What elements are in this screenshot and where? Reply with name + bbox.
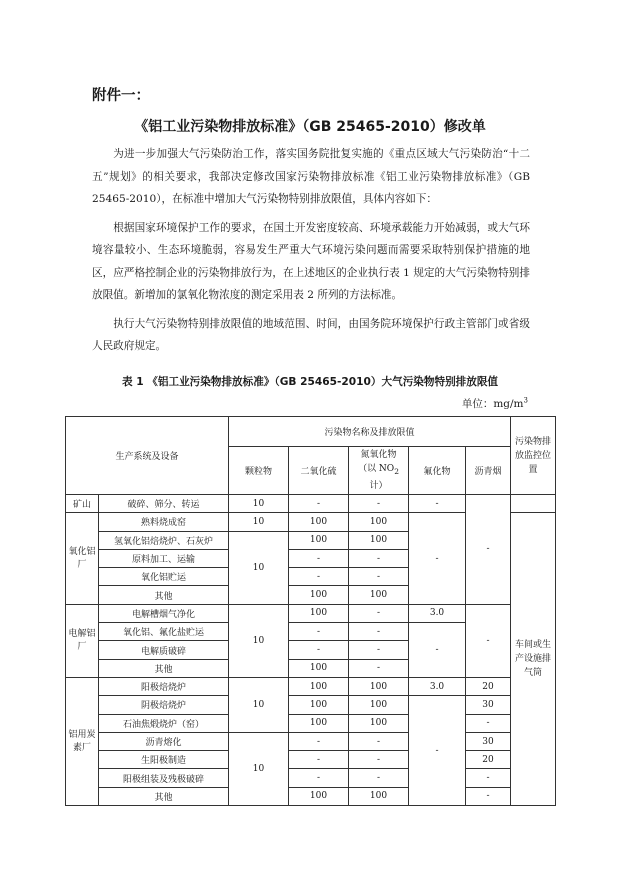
table-row — [66, 696, 556, 714]
group-mine: 矿山 — [66, 495, 99, 513]
equipment-cell: 其他 — [99, 586, 229, 604]
equipment-cell: 熟料烧成窑 — [99, 513, 229, 531]
nox-cell: - — [349, 568, 409, 586]
pm-merged-carbon-2: 10 — [229, 732, 289, 805]
paragraph-2: 根据国家环境保护工作的要求，在国土开发密度较高、环境承载能力开始减弱，或大气环境容量较小、生态环境脆弱，容易发生严重大气环境污染问题而需要采取特别保护措施的地区，应严格控制企业的污染物排放行为，在上述地区的企业执行表 1 规定的大气污染物特别排放限值。新增加的氯氧化物浓度的测定采用表 2 所列的方法标准。 — [92, 221, 530, 301]
tar-cell: 20 — [466, 677, 511, 695]
tar-cell: - — [466, 714, 511, 732]
nox-cell: 100 — [349, 531, 409, 549]
nox-cell: 100 — [349, 586, 409, 604]
so2-cell: 100 — [289, 513, 349, 531]
so2-cell: - — [289, 751, 349, 769]
header-asphalt-smoke: 沥青烟 — [466, 447, 511, 495]
so2-cell: - — [289, 769, 349, 787]
table-row — [66, 495, 556, 513]
tar-cell: 30 — [466, 732, 511, 750]
nox-cell: 100 — [349, 714, 409, 732]
nox-cell: - — [349, 732, 409, 750]
so2-cell: - — [289, 623, 349, 641]
equipment-cell: 氧化铝贮运 — [99, 568, 229, 586]
table-row — [66, 751, 556, 769]
nox-cell: - — [349, 659, 409, 677]
nox-cell: - — [349, 623, 409, 641]
fluoride-cell: 3.0 — [409, 677, 466, 695]
nox-cell: - — [349, 751, 409, 769]
tar-merged-mine-alumina: - — [466, 495, 511, 605]
group-carbon: 铝用炭素厂 — [66, 677, 99, 805]
so2-cell: 100 — [289, 659, 349, 677]
equipment-cell: 原料加工、运输 — [99, 549, 229, 567]
header-particulate: 颗粒物 — [229, 447, 289, 495]
fluoride-merged-alumina: - — [409, 513, 466, 604]
tar-cell: - — [466, 787, 511, 805]
table-title: 表 1 《铝工业污染物排放标准》（GB 25465-2010）大气污染物特别排放限值 — [121, 376, 499, 388]
header-system: 生产系统及设备 — [66, 417, 229, 495]
so2-cell: 100 — [289, 677, 349, 695]
unit-superscript: 3 — [523, 396, 528, 405]
tar-cell: 30 — [466, 696, 511, 714]
nox-line-2: （以 NO — [358, 464, 395, 475]
so2-cell: 100 — [289, 696, 349, 714]
document-title: 《铝工业污染物排放标准》（GB 25465-2010）修改单 — [134, 119, 486, 135]
pm-cell: 10 — [229, 495, 289, 513]
equipment-cell: 氢氧化铝焙烧炉、石灰炉 — [99, 531, 229, 549]
table-row — [66, 714, 556, 732]
fluoride-merged-electrolytic: - — [409, 623, 466, 678]
table-unit — [462, 396, 528, 411]
equipment-cell: 其他 — [99, 787, 229, 805]
equipment-cell: 破碎、筛分、转运 — [99, 495, 229, 513]
paragraph-3: 执行大气污染物特别排放限值的地域范围、时间，由国务院环境保护行政主管部门或省级人民政府规定。 — [92, 317, 530, 352]
nox-cell: 100 — [349, 677, 409, 695]
nox-line-1: 氮氧化物 — [360, 450, 397, 461]
nox-cell: - — [349, 641, 409, 659]
so2-cell: 100 — [289, 586, 349, 604]
nox-cell: 100 — [349, 696, 409, 714]
pm-merged-carbon-1: 10 — [229, 677, 289, 732]
nox-cell: - — [349, 769, 409, 787]
pm-cell: 10 — [229, 513, 289, 531]
paragraph-1: 为进一步加强大气污染防治工作，落实国务院批复实施的《重点区域大气污染防治“十二五”规划》的相关要求，我部决定修改国家污染物排放标准《铝工业污染物排放标准》（GB 25465-2010），在标准中增加大气污染物特别排放限值，具体内容如下： — [92, 148, 530, 205]
annex-label: 附件一： — [92, 88, 150, 104]
monitor-cell-mine — [511, 495, 556, 513]
so2-cell: 100 — [289, 531, 349, 549]
header-pollutant-group: 污染物名称及排放限值 — [229, 417, 511, 447]
fluoride-merged-carbon: - — [409, 696, 466, 806]
header-so2: 二氧化硫 — [289, 447, 349, 495]
so2-cell: - — [289, 568, 349, 586]
table-row — [66, 769, 556, 787]
equipment-cell: 电解质破碎 — [99, 641, 229, 659]
header-monitor-location: 污染物排放监控位置 — [511, 417, 556, 495]
nox-cell: - — [349, 549, 409, 567]
table-row — [66, 732, 556, 750]
header-nox — [349, 447, 409, 495]
pm-merged-alumina: 10 — [229, 531, 289, 604]
so2-cell: - — [289, 549, 349, 567]
fluoride-cell: - — [409, 495, 466, 513]
so2-cell: 100 — [289, 604, 349, 622]
equipment-cell: 石油焦煅烧炉（窑） — [99, 714, 229, 732]
equipment-cell: 生阳极制造 — [99, 751, 229, 769]
emission-limits-table — [65, 416, 556, 806]
equipment-cell: 阴极焙烧炉 — [99, 696, 229, 714]
so2-cell: - — [289, 732, 349, 750]
header-fluoride: 氟化物 — [409, 447, 466, 495]
tar-cell: 20 — [466, 751, 511, 769]
nox-cell: - — [349, 495, 409, 513]
body-text — [92, 143, 530, 364]
table-row — [66, 677, 556, 695]
group-electrolytic: 电解铝厂 — [66, 604, 99, 677]
tar-merged-electrolytic: - — [466, 604, 511, 677]
equipment-cell: 阳极组装及残极破碎 — [99, 769, 229, 787]
so2-cell: 100 — [289, 787, 349, 805]
monitor-location-merged: 车间或生产设施排气筒 — [511, 513, 556, 806]
fluoride-cell: 3.0 — [409, 604, 466, 622]
pm-merged-electrolytic: 10 — [229, 604, 289, 677]
equipment-cell: 阳极焙烧炉 — [99, 677, 229, 695]
nox-line-3: 计） — [369, 480, 388, 491]
equipment-cell: 氧化铝、氟化盐贮运 — [99, 623, 229, 641]
group-alumina: 氧化铝厂 — [66, 513, 99, 604]
nox-cell: 100 — [349, 787, 409, 805]
unit-text: 单位：mg/m — [461, 398, 524, 410]
nox-subscript: 2 — [394, 466, 399, 476]
tar-cell: - — [466, 769, 511, 787]
so2-cell: - — [289, 641, 349, 659]
nox-cell: - — [349, 604, 409, 622]
equipment-cell: 电解槽烟气净化 — [99, 604, 229, 622]
nox-cell: 100 — [349, 513, 409, 531]
table-row — [66, 604, 556, 622]
so2-cell: 100 — [289, 714, 349, 732]
equipment-cell: 沥青熔化 — [99, 732, 229, 750]
table-row — [66, 787, 556, 805]
equipment-cell: 其他 — [99, 659, 229, 677]
so2-cell: - — [289, 495, 349, 513]
